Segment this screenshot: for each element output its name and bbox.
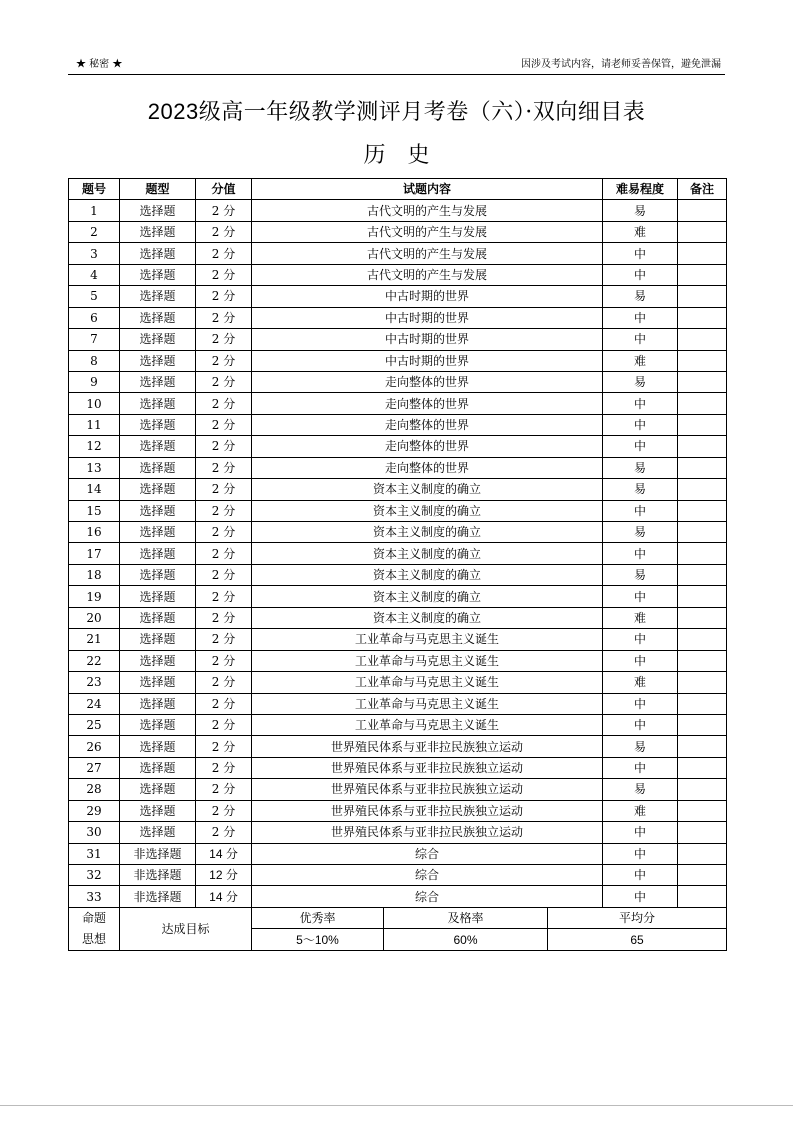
table-row [69, 757, 727, 778]
table-row [69, 264, 727, 285]
cell-type: 选择题 [120, 607, 196, 628]
cell-difficulty: 中 [603, 307, 678, 328]
cell-type: 选择题 [120, 414, 196, 435]
cell-remark [678, 393, 727, 414]
cell-remark [678, 586, 727, 607]
cell-score: 12 分 [196, 865, 252, 886]
cell-type: 选择题 [120, 264, 196, 285]
cell-score: 2 分 [196, 607, 252, 628]
cell-no: 33 [69, 886, 120, 907]
cell-difficulty: 易 [603, 457, 678, 478]
cell-score: 2 分 [196, 221, 252, 242]
cell-score: 2 分 [196, 650, 252, 671]
table-row [69, 436, 727, 457]
header-no: 题号 [69, 179, 120, 200]
cell-score: 2 分 [196, 500, 252, 521]
cell-remark [678, 629, 727, 650]
cell-content: 资本主义制度的确立 [252, 500, 603, 521]
cell-score: 14 分 [196, 886, 252, 907]
cell-type: 选择题 [120, 672, 196, 693]
cell-content: 工业革命与马克思主义诞生 [252, 650, 603, 671]
cell-no: 22 [69, 650, 120, 671]
cell-difficulty: 易 [603, 371, 678, 392]
cell-difficulty: 易 [603, 736, 678, 757]
cell-content: 资本主义制度的确立 [252, 479, 603, 500]
table-row [69, 200, 727, 221]
cell-content: 古代文明的产生与发展 [252, 221, 603, 242]
cell-score: 2 分 [196, 629, 252, 650]
cell-content: 古代文明的产生与发展 [252, 264, 603, 285]
header-remark: 备注 [678, 179, 727, 200]
table-row [69, 736, 727, 757]
cell-content: 走向整体的世界 [252, 371, 603, 392]
cell-difficulty: 中 [603, 714, 678, 735]
cell-content: 中古时期的世界 [252, 329, 603, 350]
cell-remark [678, 329, 727, 350]
cell-no: 30 [69, 822, 120, 843]
table-row [69, 393, 727, 414]
cell-score: 2 分 [196, 779, 252, 800]
table-row [69, 329, 727, 350]
table-row [69, 307, 727, 328]
excellent-label: 优秀率 [252, 907, 384, 929]
cell-no: 26 [69, 736, 120, 757]
cell-content: 世界殖民体系与亚非拉民族独立运动 [252, 736, 603, 757]
cell-type: 选择题 [120, 522, 196, 543]
cell-score: 2 分 [196, 414, 252, 435]
cell-content: 世界殖民体系与亚非拉民族独立运动 [252, 779, 603, 800]
cell-score: 2 分 [196, 757, 252, 778]
cell-difficulty: 中 [603, 543, 678, 564]
cell-score: 2 分 [196, 543, 252, 564]
cell-remark [678, 243, 727, 264]
table-row [69, 586, 727, 607]
header-difficulty: 难易程度 [603, 179, 678, 200]
cell-content: 中古时期的世界 [252, 307, 603, 328]
title-text: 级高一年级教学测评月考卷（六）·双向细目表 [198, 100, 646, 125]
cell-remark [678, 221, 727, 242]
cell-score: 2 分 [196, 393, 252, 414]
cell-type: 选择题 [120, 779, 196, 800]
cell-remark [678, 865, 727, 886]
cell-remark [678, 414, 727, 435]
footer-row-labels [69, 907, 727, 929]
header-content: 试题内容 [252, 179, 603, 200]
cell-difficulty: 易 [603, 779, 678, 800]
table-row [69, 629, 727, 650]
cell-score: 2 分 [196, 672, 252, 693]
cell-difficulty: 易 [603, 564, 678, 585]
cell-score: 2 分 [196, 307, 252, 328]
cell-score: 2 分 [196, 350, 252, 371]
cell-content: 走向整体的世界 [252, 393, 603, 414]
cell-type: 非选择题 [120, 886, 196, 907]
table-row [69, 479, 727, 500]
average-value: 65 [548, 929, 727, 951]
cell-score: 2 分 [196, 479, 252, 500]
cell-difficulty: 中 [603, 243, 678, 264]
cell-type: 选择题 [120, 286, 196, 307]
cell-remark [678, 779, 727, 800]
cell-no: 5 [69, 286, 120, 307]
cell-content: 工业革命与马克思主义诞生 [252, 693, 603, 714]
cell-score: 2 分 [196, 264, 252, 285]
cell-no: 8 [69, 350, 120, 371]
cell-type: 选择题 [120, 221, 196, 242]
cell-content: 古代文明的产生与发展 [252, 200, 603, 221]
cell-no: 31 [69, 843, 120, 864]
cell-type: 选择题 [120, 500, 196, 521]
pass-value: 60% [384, 929, 548, 951]
cell-score: 2 分 [196, 693, 252, 714]
average-label: 平均分 [548, 907, 727, 929]
cell-no: 2 [69, 221, 120, 242]
cell-content: 资本主义制度的确立 [252, 543, 603, 564]
cell-content: 资本主义制度的确立 [252, 586, 603, 607]
cell-remark [678, 457, 727, 478]
cell-difficulty: 中 [603, 329, 678, 350]
table-row [69, 414, 727, 435]
cell-content: 工业革命与马克思主义诞生 [252, 629, 603, 650]
table-row [69, 221, 727, 242]
cell-no: 14 [69, 479, 120, 500]
cell-no: 11 [69, 414, 120, 435]
table-row [69, 650, 727, 671]
cell-content: 世界殖民体系与亚非拉民族独立运动 [252, 800, 603, 821]
cell-score: 2 分 [196, 564, 252, 585]
cell-content: 中古时期的世界 [252, 350, 603, 371]
table-header-row [69, 179, 727, 200]
cell-content: 走向整体的世界 [252, 414, 603, 435]
cell-type: 选择题 [120, 307, 196, 328]
pass-label: 及格率 [384, 907, 548, 929]
cell-score: 2 分 [196, 371, 252, 392]
cell-difficulty: 中 [603, 693, 678, 714]
cell-no: 32 [69, 865, 120, 886]
table-row [69, 564, 727, 585]
cell-remark [678, 843, 727, 864]
cell-difficulty: 易 [603, 286, 678, 307]
cell-score: 2 分 [196, 436, 252, 457]
cell-no: 29 [69, 800, 120, 821]
cell-content: 走向整体的世界 [252, 436, 603, 457]
cell-difficulty: 易 [603, 522, 678, 543]
cell-type: 选择题 [120, 629, 196, 650]
table-row [69, 243, 727, 264]
cell-no: 27 [69, 757, 120, 778]
confidential-notice: 因涉及考试内容，请老师妥善保管，避免泄漏 [521, 59, 721, 70]
cell-difficulty: 中 [603, 629, 678, 650]
cell-no: 1 [69, 200, 120, 221]
cell-type: 选择题 [120, 650, 196, 671]
cell-difficulty: 中 [603, 436, 678, 457]
cell-type: 选择题 [120, 693, 196, 714]
cell-remark [678, 307, 727, 328]
cell-score: 2 分 [196, 714, 252, 735]
cell-remark [678, 436, 727, 457]
table-row [69, 371, 727, 392]
cell-remark [678, 350, 727, 371]
table-row [69, 672, 727, 693]
cell-remark [678, 800, 727, 821]
cell-remark [678, 736, 727, 757]
table-row [69, 286, 727, 307]
table-row [69, 822, 727, 843]
cell-no: 28 [69, 779, 120, 800]
table-row [69, 800, 727, 821]
cell-remark [678, 564, 727, 585]
cell-type: 选择题 [120, 714, 196, 735]
cell-content: 综合 [252, 865, 603, 886]
header-type: 题型 [120, 179, 196, 200]
cell-remark [678, 714, 727, 735]
cell-type: 选择题 [120, 564, 196, 585]
cell-no: 6 [69, 307, 120, 328]
cell-content: 世界殖民体系与亚非拉民族独立运动 [252, 822, 603, 843]
cell-difficulty: 中 [603, 865, 678, 886]
cell-difficulty: 难 [603, 350, 678, 371]
table-row [69, 714, 727, 735]
cell-no: 24 [69, 693, 120, 714]
secret-label: ★ 秘密 ★ [76, 59, 123, 70]
cell-score: 2 分 [196, 800, 252, 821]
cell-no: 12 [69, 436, 120, 457]
cell-content: 综合 [252, 886, 603, 907]
goal-label: 达成目标 [120, 907, 252, 950]
cell-score: 2 分 [196, 457, 252, 478]
cell-remark [678, 500, 727, 521]
cell-difficulty: 中 [603, 843, 678, 864]
cell-difficulty: 中 [603, 586, 678, 607]
cell-content: 资本主义制度的确立 [252, 522, 603, 543]
cell-type: 选择题 [120, 436, 196, 457]
table-row [69, 607, 727, 628]
cell-content: 中古时期的世界 [252, 286, 603, 307]
table-row [69, 886, 727, 907]
cell-difficulty: 中 [603, 650, 678, 671]
cell-remark [678, 886, 727, 907]
cell-no: 4 [69, 264, 120, 285]
cell-score: 2 分 [196, 822, 252, 843]
cell-type: 选择题 [120, 800, 196, 821]
cell-remark [678, 543, 727, 564]
cell-content: 世界殖民体系与亚非拉民族独立运动 [252, 757, 603, 778]
cell-no: 13 [69, 457, 120, 478]
header-divider [68, 74, 725, 75]
cell-type: 选择题 [120, 329, 196, 350]
table-row [69, 543, 727, 564]
table-row [69, 500, 727, 521]
cell-remark [678, 650, 727, 671]
cell-type: 选择题 [120, 543, 196, 564]
cell-remark [678, 200, 727, 221]
cell-content: 综合 [252, 843, 603, 864]
cell-no: 17 [69, 543, 120, 564]
cell-score: 2 分 [196, 736, 252, 757]
cell-no: 19 [69, 586, 120, 607]
idea-label: 命题 思想 [69, 907, 120, 950]
cell-type: 选择题 [120, 736, 196, 757]
cell-difficulty: 中 [603, 393, 678, 414]
cell-remark [678, 286, 727, 307]
cell-difficulty: 中 [603, 500, 678, 521]
cell-difficulty: 难 [603, 221, 678, 242]
cell-content: 工业革命与马克思主义诞生 [252, 672, 603, 693]
cell-remark [678, 672, 727, 693]
cell-no: 20 [69, 607, 120, 628]
cell-remark [678, 822, 727, 843]
cell-type: 选择题 [120, 586, 196, 607]
cell-no: 16 [69, 522, 120, 543]
cell-score: 2 分 [196, 586, 252, 607]
cell-type: 非选择题 [120, 843, 196, 864]
cell-type: 选择题 [120, 243, 196, 264]
header-score: 分值 [196, 179, 252, 200]
cell-remark [678, 607, 727, 628]
table-row [69, 457, 727, 478]
cell-score: 14 分 [196, 843, 252, 864]
cell-difficulty: 中 [603, 757, 678, 778]
cell-remark [678, 264, 727, 285]
cell-type: 选择题 [120, 371, 196, 392]
title-year: 2023 [147, 99, 199, 124]
cell-difficulty: 易 [603, 479, 678, 500]
page-bottom-rule [0, 1105, 793, 1106]
cell-difficulty: 中 [603, 822, 678, 843]
cell-no: 23 [69, 672, 120, 693]
cell-remark [678, 522, 727, 543]
cell-content: 走向整体的世界 [252, 457, 603, 478]
cell-no: 3 [69, 243, 120, 264]
cell-type: 选择题 [120, 200, 196, 221]
table-row [69, 522, 727, 543]
cell-difficulty: 难 [603, 607, 678, 628]
page-header [68, 56, 725, 74]
cell-no: 18 [69, 564, 120, 585]
cell-remark [678, 693, 727, 714]
document-title [68, 96, 725, 129]
table-row [69, 350, 727, 371]
cell-type: 选择题 [120, 350, 196, 371]
cell-no: 21 [69, 629, 120, 650]
cell-score: 2 分 [196, 522, 252, 543]
cell-score: 2 分 [196, 286, 252, 307]
cell-difficulty: 难 [603, 800, 678, 821]
cell-no: 9 [69, 371, 120, 392]
cell-difficulty: 中 [603, 264, 678, 285]
cell-difficulty: 难 [603, 672, 678, 693]
cell-difficulty: 中 [603, 886, 678, 907]
cell-difficulty: 易 [603, 200, 678, 221]
cell-content: 古代文明的产生与发展 [252, 243, 603, 264]
cell-score: 2 分 [196, 243, 252, 264]
cell-difficulty: 中 [603, 414, 678, 435]
cell-type: 选择题 [120, 393, 196, 414]
cell-remark [678, 757, 727, 778]
cell-no: 7 [69, 329, 120, 350]
cell-content: 资本主义制度的确立 [252, 607, 603, 628]
excellent-value: 5～10% [252, 929, 384, 951]
cell-content: 工业革命与马克思主义诞生 [252, 714, 603, 735]
cell-no: 25 [69, 714, 120, 735]
cell-remark [678, 371, 727, 392]
cell-score: 2 分 [196, 200, 252, 221]
cell-remark [678, 479, 727, 500]
cell-type: 选择题 [120, 822, 196, 843]
cell-content: 资本主义制度的确立 [252, 564, 603, 585]
cell-type: 选择题 [120, 757, 196, 778]
cell-no: 10 [69, 393, 120, 414]
table-row [69, 693, 727, 714]
table-row [69, 865, 727, 886]
spec-table [68, 178, 727, 951]
cell-no: 15 [69, 500, 120, 521]
cell-score: 2 分 [196, 329, 252, 350]
table-row [69, 843, 727, 864]
table-row [69, 779, 727, 800]
cell-type: 非选择题 [120, 865, 196, 886]
document-subject: 历史 [363, 143, 452, 168]
cell-type: 选择题 [120, 479, 196, 500]
cell-type: 选择题 [120, 457, 196, 478]
